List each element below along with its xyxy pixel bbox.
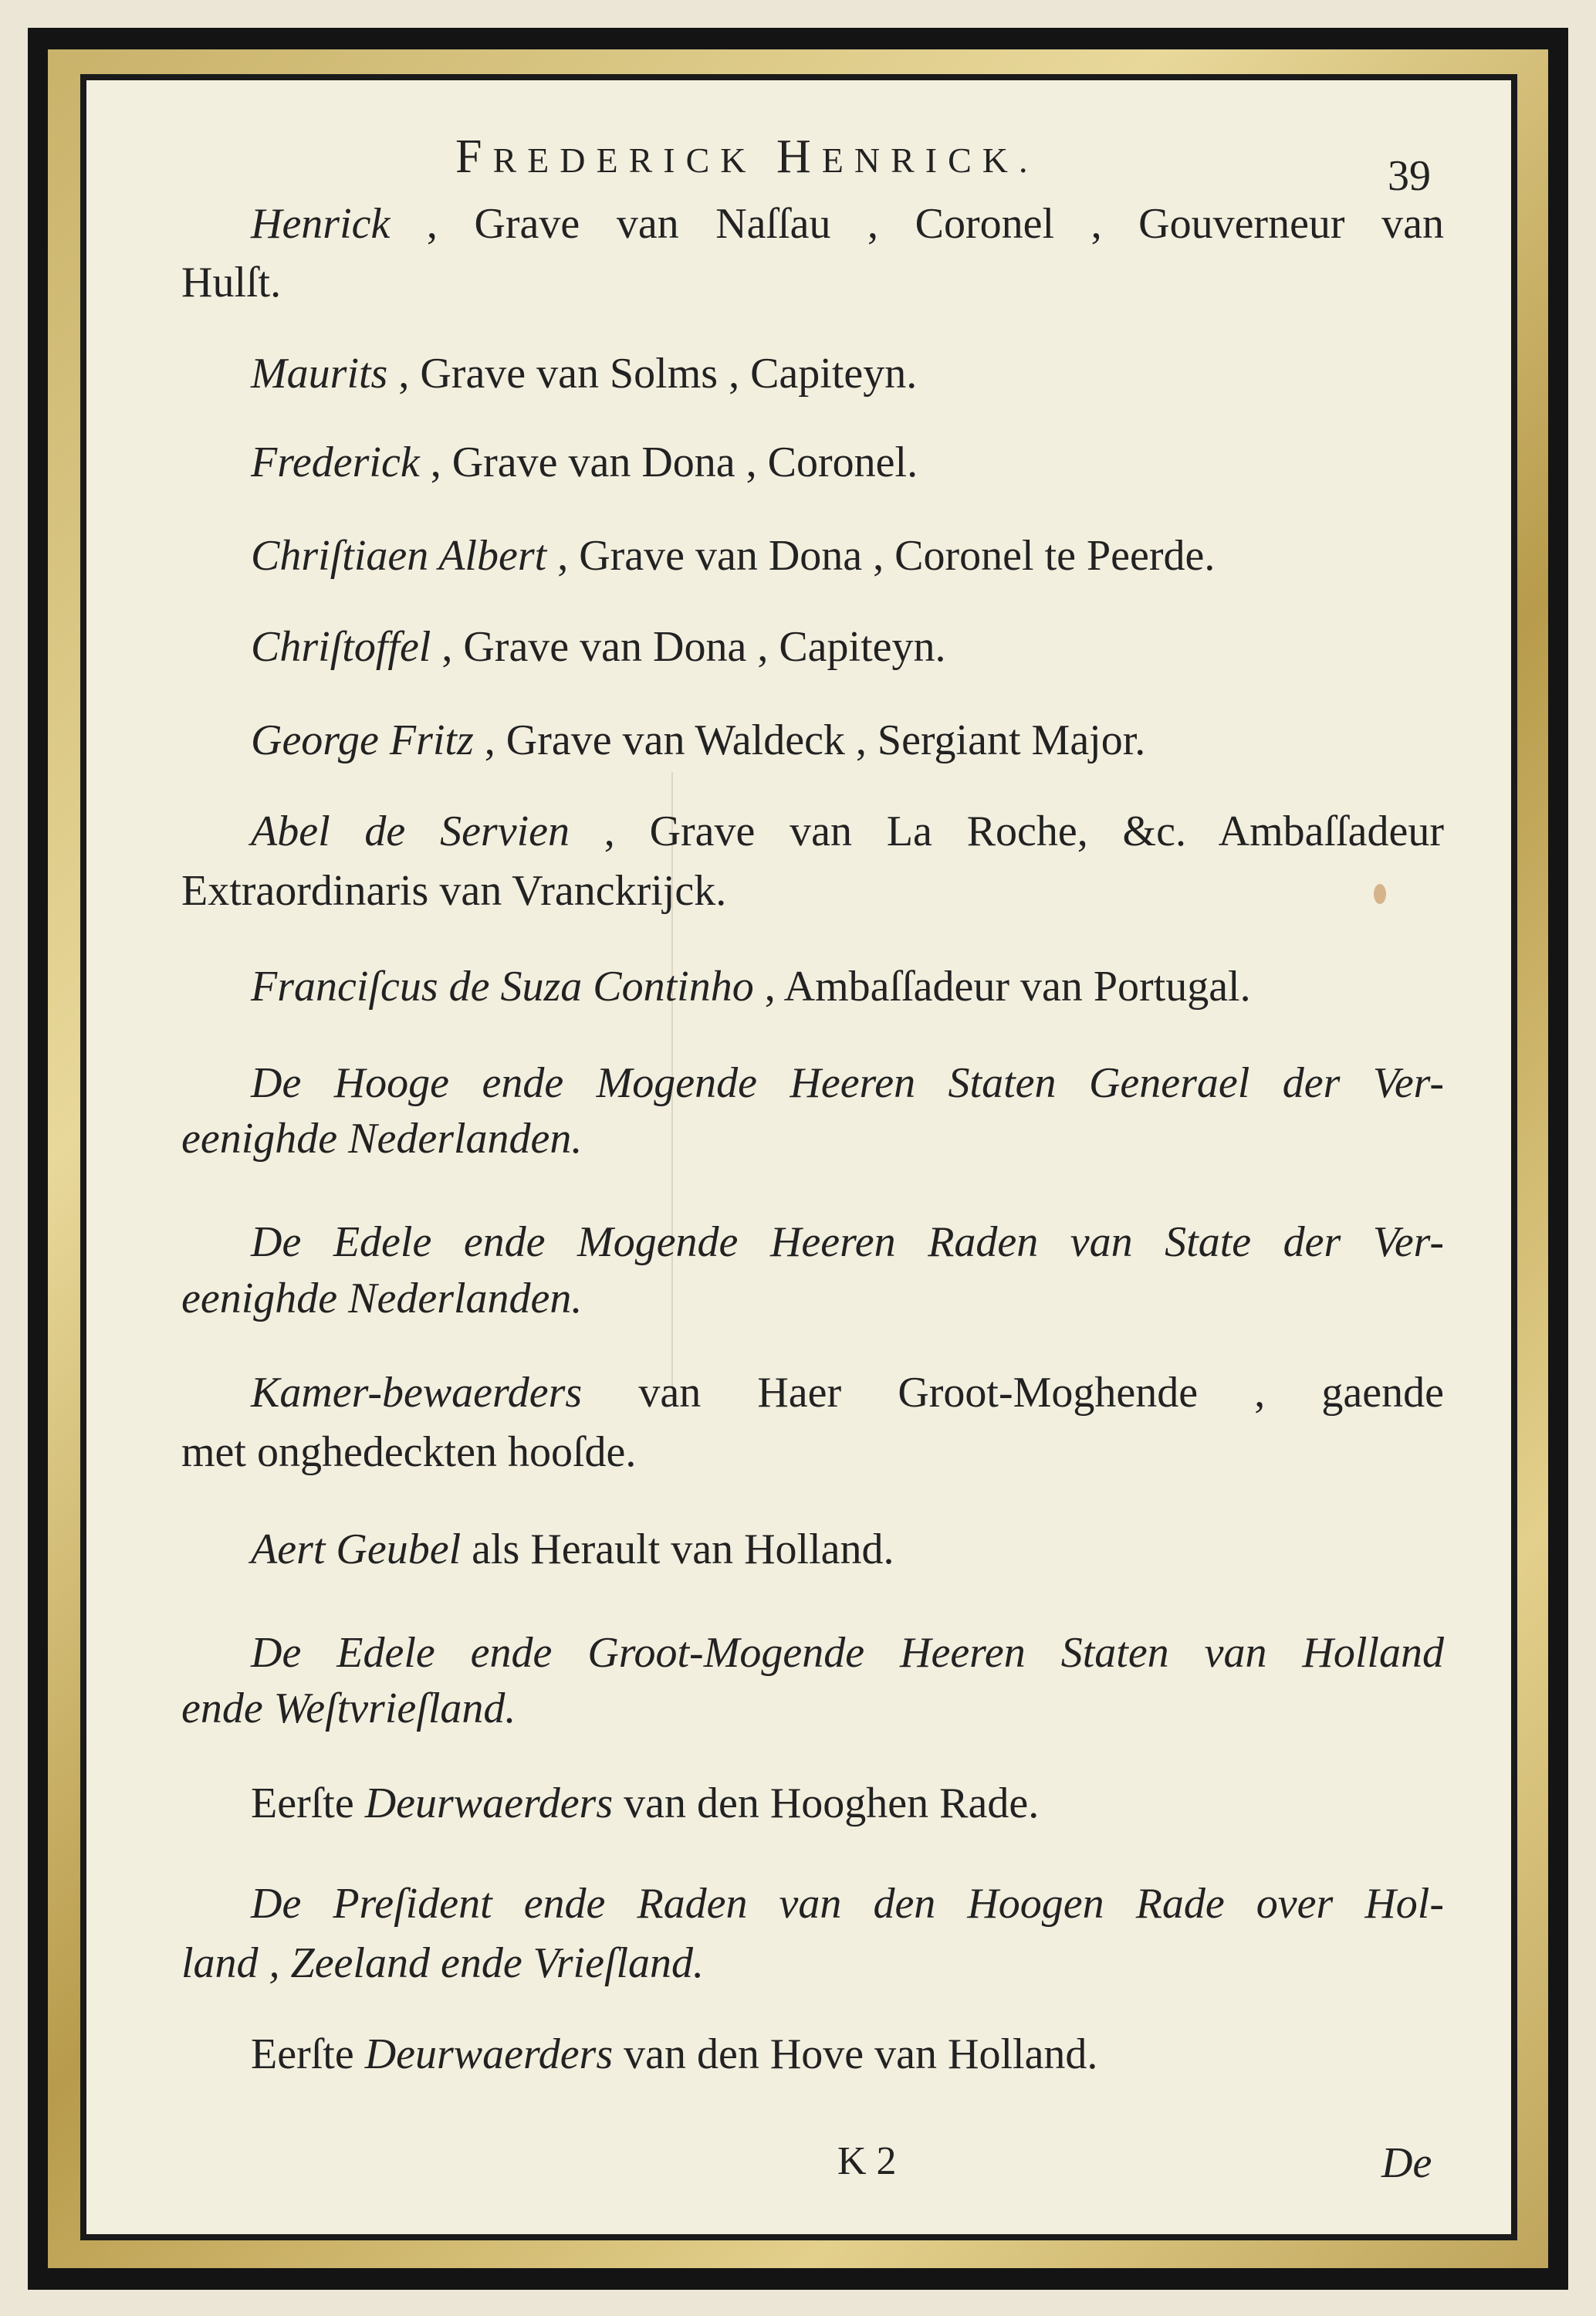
italic-text: eenighde Nederlanden. [181, 1115, 583, 1163]
roman-text: , Grave van Solms , Capiteyn. [387, 350, 918, 398]
page-number: 39 [1388, 152, 1431, 200]
text-line [251, 1525, 894, 1573]
italic-text: De Preſident ende Raden van den Hoogen Rade over Hol- [251, 1880, 1444, 1928]
text-line [251, 1059, 1444, 1107]
roman-text: van den Hove van Holland. [613, 2030, 1098, 2078]
text-line [251, 532, 1216, 580]
roman-text: Eerſte [251, 1779, 365, 1827]
roman-text: , Ambaſſadeur van Portugal. [753, 963, 1251, 1011]
roman-text: Eerſte [251, 2030, 365, 2078]
italic-text: Frederick [251, 438, 420, 486]
text-line [251, 1880, 1444, 1928]
roman-text: van Haer Groot-Moghende , gaende [582, 1369, 1444, 1417]
italic-text: De Hooge ende Mogende Heeren Staten Generael der Ver- [251, 1059, 1444, 1107]
text-line [181, 1115, 583, 1163]
text-line [251, 963, 1251, 1011]
roman-text: met onghedeckten hooſde. [181, 1428, 637, 1476]
text-line [181, 869, 726, 913]
roman-text: , Grave van Dona , Coronel. [419, 438, 918, 486]
text-line [181, 261, 281, 304]
running-header: FREDERICK HENRICK. [455, 130, 1039, 183]
text-line [181, 1687, 516, 1730]
italic-text: De Edele ende Groot-Mogende Heeren Staten van Holland [251, 1629, 1444, 1677]
text-line [251, 1369, 1444, 1417]
italic-text: De Edele ende Mogende Heeren Raden van State der Ver- [251, 1218, 1444, 1266]
roman-text: , Grave van Dona , Coronel te Peerde. [546, 532, 1216, 580]
italic-text: Franciſcus de Suza Continho [251, 963, 754, 1011]
italic-text: Henrick [251, 200, 391, 248]
italic-text: Abel de Servien [251, 808, 570, 855]
text-line [251, 1218, 1444, 1266]
catchword: De [1381, 2139, 1432, 2187]
header-word-1: REDERICK [492, 141, 757, 180]
italic-text: land , Zeeland ende Vrieſland. [181, 1939, 705, 1987]
roman-text: als Herault van Holland. [461, 1525, 894, 1573]
roman-text: , Grave van La Roche, &c. Ambaſſadeur [570, 808, 1445, 855]
signature-mark: K 2 [837, 2139, 897, 2183]
italic-text: Kamer-bewaerders [251, 1369, 583, 1417]
roman-text: Extraordinaris van Vranckrijck. [181, 867, 727, 915]
text-line [251, 350, 918, 398]
italic-text: Maurits [251, 350, 388, 398]
paper-stain [1374, 884, 1386, 904]
roman-text: , Grave van Naſſau , Coronel , Gouverneur van [390, 200, 1444, 248]
text-line [181, 1277, 582, 1320]
text-line [251, 1629, 1444, 1677]
italic-text: Chriſtoffel [251, 623, 431, 671]
italic-text: Deurwaerders [364, 1779, 614, 1827]
roman-text: , Grave van Waldeck , Sergiant Major. [473, 716, 1146, 764]
italic-text: ende Weſtvrieſland. [181, 1685, 516, 1732]
italic-text: Aert Geubel [251, 1525, 462, 1573]
text-line [181, 1428, 637, 1476]
header-word-2: ENRICK. [821, 141, 1039, 180]
text-line [251, 1779, 1040, 1827]
italic-text: eenighde Nederlanden. [181, 1275, 583, 1322]
text-line [251, 716, 1146, 764]
text-line [251, 438, 918, 486]
text-line [251, 810, 1444, 853]
roman-text: Hulſt. [181, 259, 282, 306]
text-line [251, 625, 946, 669]
text-line [181, 1939, 705, 1987]
text-line [251, 2030, 1098, 2078]
roman-text: van den Hooghen Rade. [613, 1779, 1040, 1827]
roman-text: , Grave van Dona , Capiteyn. [431, 623, 946, 671]
italic-text: Deurwaerders [364, 2030, 614, 2078]
italic-text: Chriſtiaen Albert [251, 532, 547, 580]
italic-text: George Fritz [251, 716, 474, 764]
text-line [251, 200, 1444, 248]
